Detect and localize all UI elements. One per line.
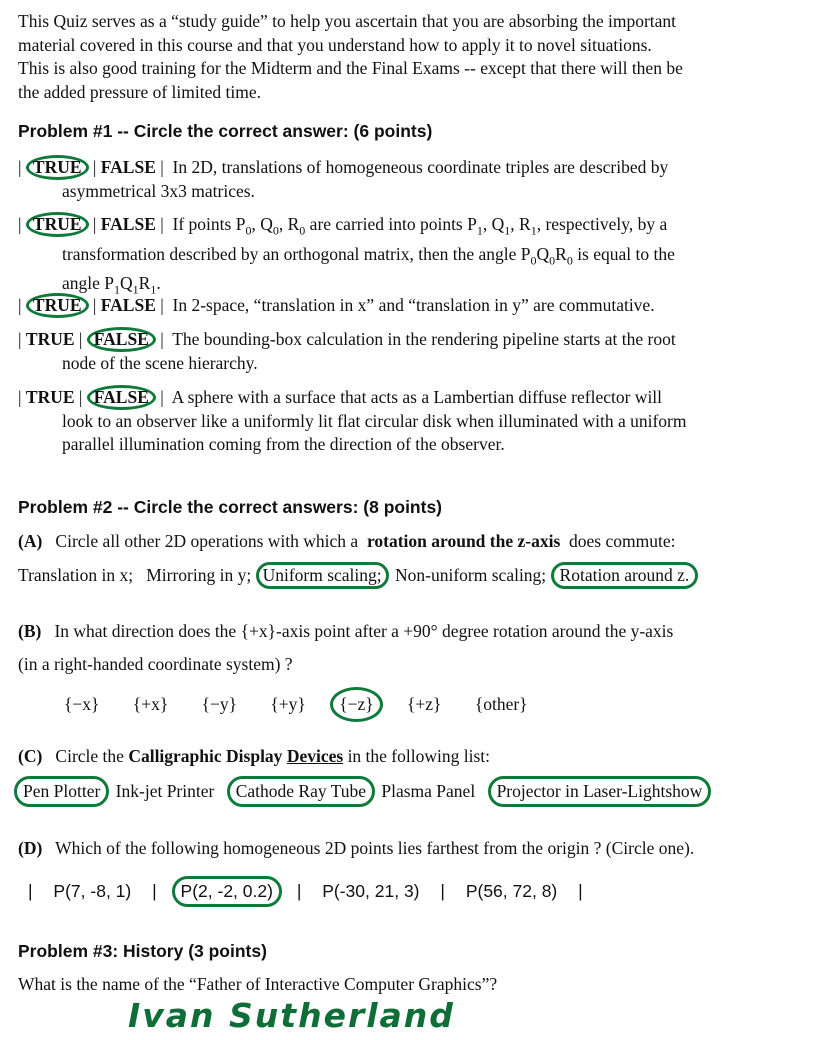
tf-statement: In 2-space, “translation in x” and “translation in y” are commutative. <box>172 295 655 315</box>
tf-statement: The bounding-box calculation in the rendering pipeline starts at the root <box>172 329 676 349</box>
tf-statement: In 2D, translations of homogeneous coordinate triples are described by <box>172 157 669 177</box>
tf-statement: A sphere with a surface that acts as a Lambertian diffuse reflector will <box>171 387 663 407</box>
option-selected[interactable]: Uniform scaling; <box>256 562 389 589</box>
option[interactable]: Translation in x; <box>18 565 134 585</box>
tf-statement-cont: asymmetrical 3x3 matrices. <box>62 181 255 201</box>
true-choice-selected[interactable]: TRUE <box>26 212 89 237</box>
true-choice-selected[interactable]: TRUE <box>26 293 89 318</box>
true-choice-selected[interactable]: TRUE <box>26 155 89 180</box>
handwritten-answer: Ivan Sutherland <box>128 996 455 1035</box>
question-label: (D) <box>18 838 43 858</box>
option[interactable]: Plasma Panel <box>381 781 476 801</box>
tf-item-4: | TRUE | FALSE | The bounding-box calculation in the rendering pipeline starts at the root node of the scene hierarchy. <box>18 327 808 375</box>
question-d: (D) Which of the following homogeneous 2D points lies farthest from the origin ? (Circle one). <box>18 838 695 858</box>
false-choice-selected[interactable]: FALSE <box>87 327 156 352</box>
option[interactable]: Non-uniform scaling; <box>395 565 547 585</box>
intro-paragraph <box>18 10 818 104</box>
intro-line: This Quiz serves as a “study guide” to help you ascertain that you are absorbing the important <box>18 11 677 31</box>
tf-statement-cont: transformation described by an orthogonal matrix, then the angle $P_0Q_0R_0$ is equal to the <box>62 243 675 267</box>
tf-statement-cont: node of the scene hierarchy. <box>62 353 258 373</box>
option[interactable]: {+y} <box>270 694 306 714</box>
question-label: (A) <box>18 531 43 551</box>
option[interactable]: {other} <box>474 694 528 714</box>
question-a: (A) Circle all other 2D operations with which a rotation around the z-axis does commute: <box>18 531 676 551</box>
intro-line: material covered in this course and that you understand how to apply it to novel situations. <box>18 34 652 55</box>
option[interactable]: {+x} <box>132 694 169 714</box>
option-selected[interactable]: P(2, -2, 0.2) <box>172 876 282 907</box>
question-b-options <box>64 687 557 722</box>
question-b: (B) In what direction does the {+x}-axis point after a +90° degree rotation around the y-axis <box>18 621 674 641</box>
question-label: (C) <box>18 746 43 766</box>
question-label: (B) <box>18 621 42 641</box>
problem3-title: Problem #3: History (3 points) <box>18 941 267 961</box>
question-a-options <box>18 562 700 589</box>
tf-statement-cont: look to an observer like a uniformly lit flat circular disk when illuminated with a uniform <box>62 411 687 431</box>
option-selected[interactable]: Pen Plotter <box>14 776 109 807</box>
option[interactable]: Ink-jet Printer <box>115 781 215 801</box>
tf-item-2: | TRUE | FALSE | If points $P_0$, $Q_0$, $R_0$ are carried into points $P_1$, $Q_1$, $R_1$, respectively, by a transformation described by an orthogonal matrix, then the angle $P_0Q_0R_0$ is equal to the angle $P_1Q_1R_1$. <box>18 212 808 302</box>
tf-statement-cont: angle $P_1Q_1R_1$. <box>62 273 161 297</box>
option-selected[interactable]: Cathode Ray Tube <box>227 776 375 807</box>
question-d-options: | P(7, -8, 1) | P(2, -2, 0.2) | P(-30, 21, 3) | P(56, 72, 8) | <box>18 876 593 907</box>
option[interactable]: {−y} <box>201 694 238 714</box>
option-selected[interactable]: Rotation around z. <box>551 562 699 589</box>
question-c: (C) Circle the Calligraphic Display Devices in the following list: <box>18 746 490 766</box>
option[interactable]: {+z} <box>407 694 442 714</box>
false-choice-selected[interactable]: FALSE <box>87 385 156 410</box>
true-choice[interactable]: TRUE <box>25 387 75 407</box>
true-choice[interactable]: TRUE <box>25 329 75 349</box>
intro-line: This is also good training for the Midterm and the Final Exams -- except that there will then be <box>18 58 683 78</box>
option[interactable]: Mirroring in y; <box>146 565 252 585</box>
option[interactable]: {−x} <box>64 694 100 714</box>
question-c-options <box>14 776 713 807</box>
option[interactable]: P(7, -8, 1) <box>53 881 132 901</box>
false-choice[interactable]: FALSE <box>100 214 156 234</box>
problem2-title: Problem #2 -- Circle the correct answers: (8 points) <box>18 497 443 517</box>
tf-statement: If points $P_0$, $Q_0$, $R_0$ are carried into points $P_1$, $Q_1$, $R_1$, respectively, by a <box>172 214 668 238</box>
option[interactable]: P(-30, 21, 3) <box>322 881 420 901</box>
problem1-title: Problem #1 -- Circle the correct answer: (6 points) <box>18 121 433 141</box>
tf-item-5: | TRUE | FALSE | A sphere with a surface that acts as a Lambertian diffuse reflector will look to an observer like a uniformly lit flat circular disk when illuminated with a uniform parallel illumination coming from the direction of the observer. <box>18 385 808 456</box>
option-selected[interactable]: Projector in Laser-Lightshow <box>488 776 712 807</box>
tf-item-3: | TRUE | FALSE | In 2-space, “translation in x” and “translation in y” are commutative. <box>18 293 808 318</box>
option[interactable]: P(56, 72, 8) <box>465 881 558 901</box>
option-selected[interactable]: {−z} <box>330 687 382 722</box>
question-history: What is the name of the “Father of Interactive Computer Graphics”? <box>18 974 498 994</box>
tf-statement-cont: parallel illumination coming from the direction of the observer. <box>62 434 505 454</box>
intro-line: the added pressure of limited time. <box>18 81 261 102</box>
tf-item-1: | TRUE | FALSE | In 2D, translations of homogeneous coordinate triples are described by asymmetrical 3x3 matrices. <box>18 155 808 203</box>
question-b-cont: (in a right-handed coordinate system) ? <box>18 654 293 674</box>
false-choice[interactable]: FALSE <box>100 157 156 177</box>
false-choice[interactable]: FALSE <box>100 295 156 315</box>
